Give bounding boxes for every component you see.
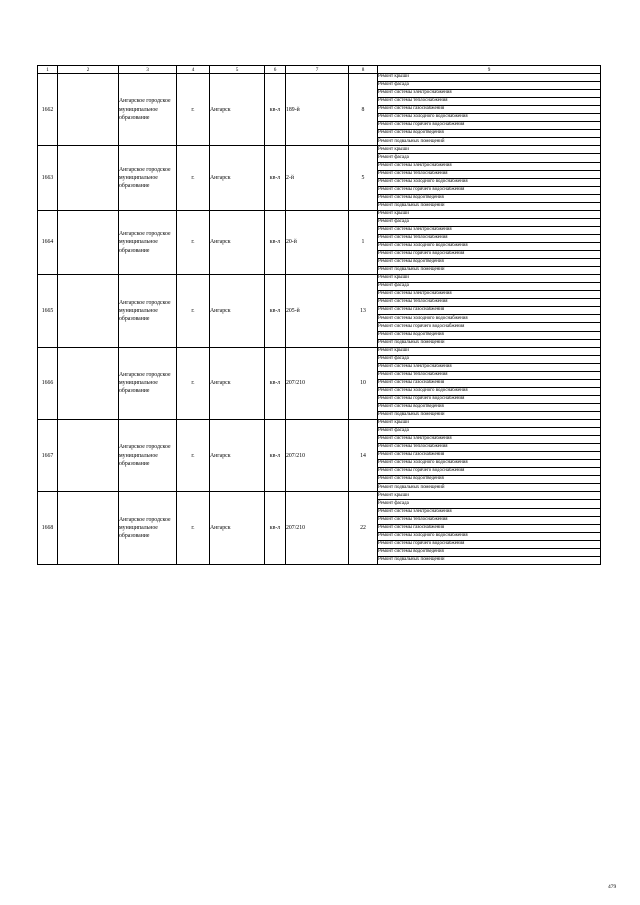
blank-cell bbox=[58, 74, 119, 146]
work-type-cell: Ремонт системы холодного водоснабжения bbox=[378, 532, 601, 540]
work-type-cell: Ремонт подвальных помещений bbox=[378, 484, 601, 492]
work-type-cell: Ремонт фасада bbox=[378, 428, 601, 436]
house-number-cell: 22 bbox=[349, 492, 378, 564]
work-type-cell: Ремонт крыши bbox=[378, 275, 601, 283]
municipality-cell: Ангарское городское муниципальное образование bbox=[119, 347, 177, 419]
municipality-cell: Ангарское городское муниципальное образование bbox=[119, 420, 177, 492]
work-type-cell: Ремонт системы электроснабжения bbox=[378, 508, 601, 516]
work-type-cell: Ремонт подвальных помещений bbox=[378, 202, 601, 210]
blank-cell bbox=[58, 146, 119, 210]
municipality-cell: Ангарское городское муниципальное образование bbox=[119, 492, 177, 564]
work-type-cell: Ремонт системы горячего водоснабжения bbox=[378, 540, 601, 548]
street-type-cell: кв-л bbox=[265, 74, 286, 146]
work-type-cell: Ремонт системы газоснабжения bbox=[378, 524, 601, 532]
settlement-name-cell: Ангарск bbox=[210, 146, 265, 210]
work-type-cell: Ремонт системы газоснабжения bbox=[378, 452, 601, 460]
work-type-cell: Ремонт фасада bbox=[378, 355, 601, 363]
work-type-cell: Ремонт фасада bbox=[378, 283, 601, 291]
street-name-cell: 207/210 bbox=[286, 492, 349, 564]
work-type-cell: Ремонт системы электроснабжения bbox=[378, 291, 601, 299]
record-number-cell: 1668 bbox=[38, 492, 58, 564]
house-number-cell: 14 bbox=[349, 420, 378, 492]
street-type-cell: кв-л bbox=[265, 492, 286, 564]
work-type-cell: Ремонт подвальных помещений bbox=[378, 411, 601, 419]
settlement-type-cell: г. bbox=[177, 275, 210, 347]
work-type-cell: Ремонт системы электроснабжения bbox=[378, 162, 601, 170]
work-type-cell: Ремонт системы газоснабжения bbox=[378, 106, 601, 114]
work-type-cell: Ремонт подвальных помещений bbox=[378, 267, 601, 275]
column-header-2: 2 bbox=[58, 66, 119, 74]
settlement-name-cell: Ангарск bbox=[210, 275, 265, 347]
blank-cell bbox=[58, 210, 119, 274]
work-type-cell: Ремонт системы теплоснабжения bbox=[378, 170, 601, 178]
column-header-5: 5 bbox=[210, 66, 265, 74]
record-number-cell: 1664 bbox=[38, 210, 58, 274]
work-type-cell: Ремонт крыши bbox=[378, 210, 601, 218]
municipality-cell: Ангарское городское муниципальное образование bbox=[119, 210, 177, 274]
street-name-cell: 205-й bbox=[286, 275, 349, 347]
work-type-cell: Ремонт системы газоснабжения bbox=[378, 307, 601, 315]
table-row bbox=[38, 210, 601, 218]
work-type-cell: Ремонт крыши bbox=[378, 146, 601, 154]
house-number-cell: 1 bbox=[349, 210, 378, 274]
record-number-cell: 1663 bbox=[38, 146, 58, 210]
work-type-cell: Ремонт системы теплоснабжения bbox=[378, 371, 601, 379]
work-type-cell: Ремонт системы теплоснабжения bbox=[378, 516, 601, 524]
column-header-3: 3 bbox=[119, 66, 177, 74]
table-row bbox=[38, 275, 601, 283]
table-row bbox=[38, 492, 601, 500]
settlement-type-cell: г. bbox=[177, 146, 210, 210]
work-type-cell: Ремонт фасада bbox=[378, 154, 601, 162]
work-type-cell: Ремонт подвальных помещений bbox=[378, 339, 601, 347]
blank-cell bbox=[58, 347, 119, 419]
street-name-cell: 20-й bbox=[286, 210, 349, 274]
work-type-cell: Ремонт системы водоотведения bbox=[378, 259, 601, 267]
municipality-cell: Ангарское городское муниципальное образование bbox=[119, 275, 177, 347]
work-type-cell: Ремонт подвальных помещений bbox=[378, 556, 601, 564]
column-header-8: 8 bbox=[349, 66, 378, 74]
header-row bbox=[38, 66, 601, 74]
column-header-4: 4 bbox=[177, 66, 210, 74]
table-body bbox=[38, 74, 601, 565]
work-type-cell: Ремонт подвальных помещений bbox=[378, 138, 601, 146]
house-number-cell: 13 bbox=[349, 275, 378, 347]
work-type-cell: Ремонт фасада bbox=[378, 500, 601, 508]
work-type-cell: Ремонт системы холодного водоснабжения bbox=[378, 242, 601, 250]
work-type-cell: Ремонт фасада bbox=[378, 218, 601, 226]
work-type-cell: Ремонт крыши bbox=[378, 347, 601, 355]
street-type-cell: кв-л bbox=[265, 146, 286, 210]
work-type-cell: Ремонт системы теплоснабжения bbox=[378, 444, 601, 452]
work-type-cell: Ремонт системы электроснабжения bbox=[378, 363, 601, 371]
settlement-name-cell: Ангарск bbox=[210, 420, 265, 492]
table-row bbox=[38, 146, 601, 154]
street-name-cell: 189-й bbox=[286, 74, 349, 146]
work-type-cell: Ремонт крыши bbox=[378, 492, 601, 500]
work-type-cell: Ремонт системы электроснабжения bbox=[378, 90, 601, 98]
repair-register-table bbox=[37, 65, 601, 565]
column-header-6: 6 bbox=[265, 66, 286, 74]
settlement-type-cell: г. bbox=[177, 210, 210, 274]
page-number: 479 bbox=[608, 884, 617, 890]
column-header-7: 7 bbox=[286, 66, 349, 74]
work-type-cell: Ремонт системы горячего водоснабжения bbox=[378, 186, 601, 194]
work-type-cell: Ремонт системы горячего водоснабжения bbox=[378, 468, 601, 476]
house-number-cell: 8 bbox=[349, 74, 378, 146]
settlement-name-cell: Ангарск bbox=[210, 210, 265, 274]
work-type-cell: Ремонт системы электроснабжения bbox=[378, 436, 601, 444]
work-type-cell: Ремонт системы холодного водоснабжения bbox=[378, 315, 601, 323]
settlement-name-cell: Ангарск bbox=[210, 492, 265, 564]
work-type-cell: Ремонт системы теплоснабжения bbox=[378, 98, 601, 106]
work-type-cell: Ремонт системы водоотведения bbox=[378, 476, 601, 484]
work-type-cell: Ремонт системы холодного водоснабжения bbox=[378, 460, 601, 468]
street-name-cell: 207/210 bbox=[286, 347, 349, 419]
work-type-cell: Ремонт системы газоснабжения bbox=[378, 379, 601, 387]
table-header bbox=[38, 66, 601, 74]
blank-cell bbox=[58, 420, 119, 492]
settlement-type-cell: г. bbox=[177, 74, 210, 146]
street-name-cell: 207/210 bbox=[286, 420, 349, 492]
settlement-type-cell: г. bbox=[177, 347, 210, 419]
street-type-cell: кв-л bbox=[265, 420, 286, 492]
house-number-cell: 5 bbox=[349, 146, 378, 210]
table-row bbox=[38, 347, 601, 355]
work-type-cell: Ремонт системы электроснабжения bbox=[378, 226, 601, 234]
street-name-cell: 2-й bbox=[286, 146, 349, 210]
table-row bbox=[38, 74, 601, 82]
blank-cell bbox=[58, 275, 119, 347]
blank-cell bbox=[58, 492, 119, 564]
work-type-cell: Ремонт системы водоотведения bbox=[378, 130, 601, 138]
work-type-cell: Ремонт крыши bbox=[378, 74, 601, 82]
work-type-cell: Ремонт системы водоотведения bbox=[378, 331, 601, 339]
column-header-9: 9 bbox=[378, 66, 601, 74]
settlement-name-cell: Ангарск bbox=[210, 347, 265, 419]
work-type-cell: Ремонт системы водоотведения bbox=[378, 194, 601, 202]
work-type-cell: Ремонт системы холодного водоснабжения bbox=[378, 114, 601, 122]
record-number-cell: 1667 bbox=[38, 420, 58, 492]
work-type-cell: Ремонт системы водоотведения bbox=[378, 548, 601, 556]
column-header-1: 1 bbox=[38, 66, 58, 74]
street-type-cell: кв-л bbox=[265, 275, 286, 347]
house-number-cell: 10 bbox=[349, 347, 378, 419]
record-number-cell: 1665 bbox=[38, 275, 58, 347]
work-type-cell: Ремонт системы водоотведения bbox=[378, 403, 601, 411]
work-type-cell: Ремонт системы холодного водоснабжения bbox=[378, 387, 601, 395]
work-type-cell: Ремонт системы теплоснабжения bbox=[378, 299, 601, 307]
work-type-cell: Ремонт системы горячего водоснабжения bbox=[378, 323, 601, 331]
settlement-type-cell: г. bbox=[177, 420, 210, 492]
work-type-cell: Ремонт системы холодного водоснабжения bbox=[378, 178, 601, 186]
settlement-name-cell: Ангарск bbox=[210, 74, 265, 146]
municipality-cell: Ангарское городское муниципальное образование bbox=[119, 74, 177, 146]
settlement-type-cell: г. bbox=[177, 492, 210, 564]
municipality-cell: Ангарское городское муниципальное образование bbox=[119, 146, 177, 210]
street-type-cell: кв-л bbox=[265, 347, 286, 419]
work-type-cell: Ремонт крыши bbox=[378, 420, 601, 428]
work-type-cell: Ремонт системы горячего водоснабжения bbox=[378, 251, 601, 259]
table-row bbox=[38, 420, 601, 428]
work-type-cell: Ремонт фасада bbox=[378, 82, 601, 90]
work-type-cell: Ремонт системы горячего водоснабжения bbox=[378, 122, 601, 130]
street-type-cell: кв-л bbox=[265, 210, 286, 274]
record-number-cell: 1662 bbox=[38, 74, 58, 146]
work-type-cell: Ремонт системы теплоснабжения bbox=[378, 234, 601, 242]
record-number-cell: 1666 bbox=[38, 347, 58, 419]
work-type-cell: Ремонт системы горячего водоснабжения bbox=[378, 395, 601, 403]
